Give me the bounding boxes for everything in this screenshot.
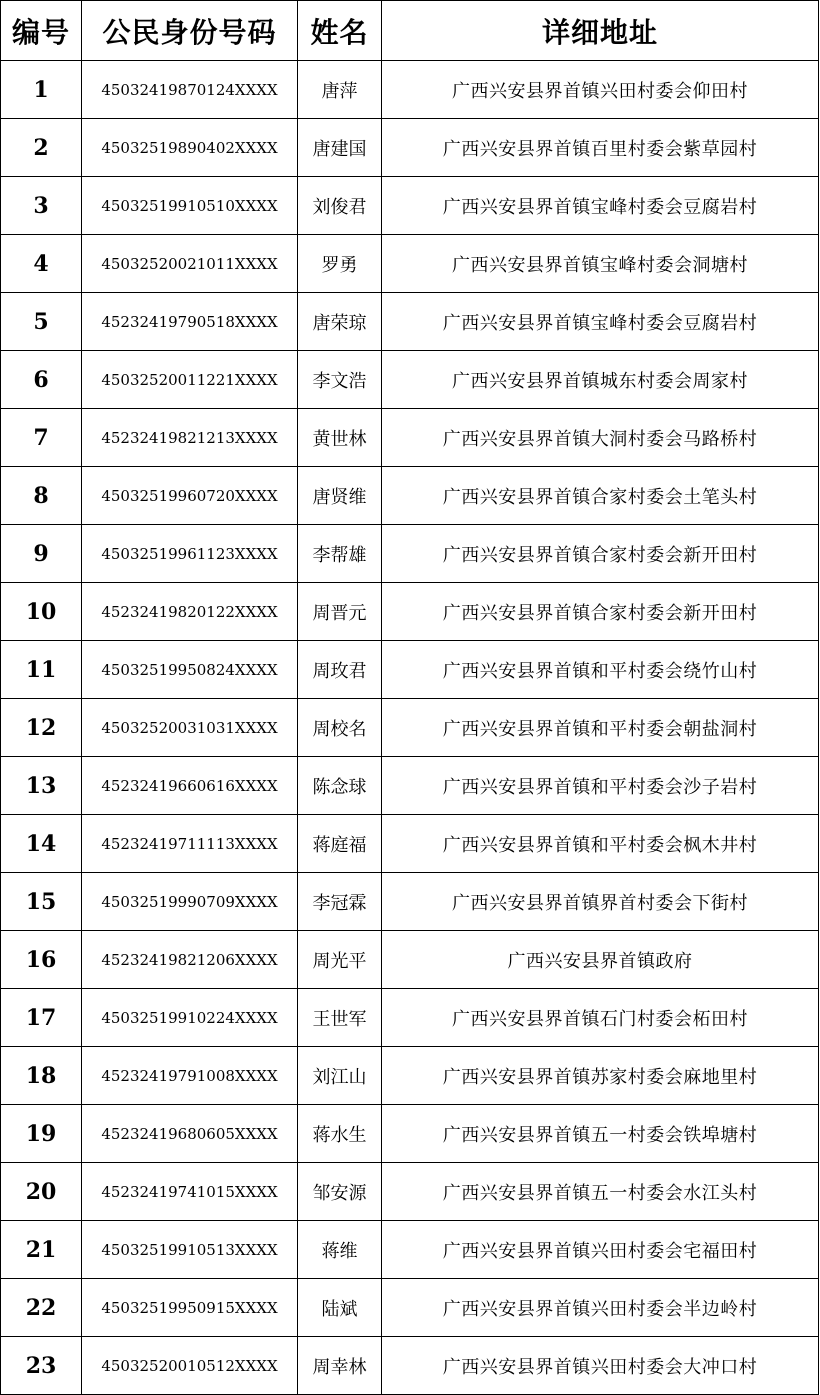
cell-id-number: 45032519990709XXXX — [82, 873, 298, 931]
cell-address: 广西兴安县界首镇合家村委会土笔头村 — [382, 467, 819, 525]
cell-name: 李冠霖 — [298, 873, 382, 931]
cell-name: 唐贤维 — [298, 467, 382, 525]
cell-name: 王世军 — [298, 989, 382, 1047]
cell-address: 广西兴安县界首镇和平村委会绕竹山村 — [382, 641, 819, 699]
cell-id-number: 45032519960720XXXX — [82, 467, 298, 525]
cell-name: 唐萍 — [298, 61, 382, 119]
table-row — [1, 467, 819, 525]
cell-number: 2 — [1, 119, 82, 177]
cell-address: 广西兴安县界首镇和平村委会朝盐洞村 — [382, 699, 819, 757]
table-row — [1, 815, 819, 873]
cell-number: 12 — [1, 699, 82, 757]
table-row — [1, 699, 819, 757]
cell-id-number: 45032519950824XXXX — [82, 641, 298, 699]
cell-address: 广西兴安县界首镇宝峰村委会洞塘村 — [382, 235, 819, 293]
cell-number: 20 — [1, 1163, 82, 1221]
cell-address: 广西兴安县界首镇百里村委会紫草园村 — [382, 119, 819, 177]
cell-address: 广西兴安县界首镇和平村委会沙子岩村 — [382, 757, 819, 815]
table-row — [1, 409, 819, 467]
cell-number: 10 — [1, 583, 82, 641]
cell-id-number: 45232419820122XXXX — [82, 583, 298, 641]
cell-id-number: 45032419870124XXXX — [82, 61, 298, 119]
table-row — [1, 641, 819, 699]
cell-number: 6 — [1, 351, 82, 409]
header-address: 详细地址 — [382, 1, 819, 61]
table-row — [1, 873, 819, 931]
cell-address: 广西兴安县界首镇兴田村委会宅福田村 — [382, 1221, 819, 1279]
cell-id-number: 45232419741015XXXX — [82, 1163, 298, 1221]
cell-name: 邹安源 — [298, 1163, 382, 1221]
cell-address: 广西兴安县界首镇和平村委会枫木井村 — [382, 815, 819, 873]
cell-number: 15 — [1, 873, 82, 931]
table-row — [1, 1221, 819, 1279]
cell-id-number: 45032520021011XXXX — [82, 235, 298, 293]
cell-address: 广西兴安县界首镇城东村委会周家村 — [382, 351, 819, 409]
cell-address: 广西兴安县界首镇五一村委会铁埠塘村 — [382, 1105, 819, 1163]
cell-name: 唐荣琼 — [298, 293, 382, 351]
cell-name: 李帮雄 — [298, 525, 382, 583]
table-row — [1, 1279, 819, 1337]
table-row — [1, 119, 819, 177]
cell-number: 13 — [1, 757, 82, 815]
cell-name: 陈念球 — [298, 757, 382, 815]
cell-number: 18 — [1, 1047, 82, 1105]
cell-address: 广西兴安县界首镇大洞村委会马路桥村 — [382, 409, 819, 467]
cell-address: 广西兴安县界首镇石门村委会柘田村 — [382, 989, 819, 1047]
cell-number: 4 — [1, 235, 82, 293]
table-row — [1, 1105, 819, 1163]
cell-address: 广西兴安县界首镇五一村委会水江头村 — [382, 1163, 819, 1221]
cell-name: 陆斌 — [298, 1279, 382, 1337]
cell-number: 14 — [1, 815, 82, 873]
cell-address: 广西兴安县界首镇兴田村委会仰田村 — [382, 61, 819, 119]
table-row — [1, 61, 819, 119]
cell-name: 蒋水生 — [298, 1105, 382, 1163]
cell-address: 广西兴安县界首镇苏家村委会麻地里村 — [382, 1047, 819, 1105]
cell-name: 蒋庭福 — [298, 815, 382, 873]
cell-number: 11 — [1, 641, 82, 699]
cell-address: 广西兴安县界首镇兴田村委会半边岭村 — [382, 1279, 819, 1337]
header-row — [1, 1, 819, 61]
table-row — [1, 293, 819, 351]
cell-id-number: 45232419680605XXXX — [82, 1105, 298, 1163]
cell-name: 周幸林 — [298, 1337, 382, 1395]
cell-id-number: 45232419790518XXXX — [82, 293, 298, 351]
table-header — [1, 1, 819, 61]
table-row — [1, 757, 819, 815]
cell-number: 16 — [1, 931, 82, 989]
cell-name: 黄世林 — [298, 409, 382, 467]
cell-id-number: 45032519961123XXXX — [82, 525, 298, 583]
header-name: 姓名 — [298, 1, 382, 61]
cell-name: 唐建国 — [298, 119, 382, 177]
table-body — [1, 61, 819, 1395]
table-row — [1, 525, 819, 583]
table-row — [1, 177, 819, 235]
cell-address: 广西兴安县界首镇宝峰村委会豆腐岩村 — [382, 177, 819, 235]
table-row — [1, 1337, 819, 1395]
cell-number: 1 — [1, 61, 82, 119]
cell-number: 19 — [1, 1105, 82, 1163]
cell-id-number: 45232419711113XXXX — [82, 815, 298, 873]
table-row — [1, 1047, 819, 1105]
cell-number: 5 — [1, 293, 82, 351]
cell-address: 广西兴安县界首镇政府 — [382, 931, 819, 989]
cell-name: 周校名 — [298, 699, 382, 757]
cell-id-number: 45032520031031XXXX — [82, 699, 298, 757]
cell-address: 广西兴安县界首镇合家村委会新开田村 — [382, 525, 819, 583]
cell-name: 周晋元 — [298, 583, 382, 641]
cell-number: 9 — [1, 525, 82, 583]
cell-number: 7 — [1, 409, 82, 467]
header-id-number: 公民身份号码 — [82, 1, 298, 61]
header-number: 编号 — [1, 1, 82, 61]
cell-id-number: 45032519890402XXXX — [82, 119, 298, 177]
cell-id-number: 45232419791008XXXX — [82, 1047, 298, 1105]
cell-number: 23 — [1, 1337, 82, 1395]
cell-name: 李文浩 — [298, 351, 382, 409]
cell-name: 蒋维 — [298, 1221, 382, 1279]
table-row — [1, 583, 819, 641]
table-row — [1, 351, 819, 409]
table-row — [1, 989, 819, 1047]
cell-address: 广西兴安县界首镇合家村委会新开田村 — [382, 583, 819, 641]
cell-number: 3 — [1, 177, 82, 235]
cell-id-number: 45032519910224XXXX — [82, 989, 298, 1047]
cell-id-number: 45032519910510XXXX — [82, 177, 298, 235]
cell-address: 广西兴安县界首镇宝峰村委会豆腐岩村 — [382, 293, 819, 351]
cell-number: 17 — [1, 989, 82, 1047]
cell-name: 刘俊君 — [298, 177, 382, 235]
cell-id-number: 45032520011221XXXX — [82, 351, 298, 409]
cell-number: 22 — [1, 1279, 82, 1337]
cell-name: 周玫君 — [298, 641, 382, 699]
cell-id-number: 45032520010512XXXX — [82, 1337, 298, 1395]
cell-number: 21 — [1, 1221, 82, 1279]
table-row — [1, 235, 819, 293]
cell-number: 8 — [1, 467, 82, 525]
cell-address: 广西兴安县界首镇界首村委会下街村 — [382, 873, 819, 931]
cell-id-number: 45232419660616XXXX — [82, 757, 298, 815]
cell-address: 广西兴安县界首镇兴田村委会大冲口村 — [382, 1337, 819, 1395]
cell-name: 周光平 — [298, 931, 382, 989]
cell-name: 刘江山 — [298, 1047, 382, 1105]
cell-id-number: 45032519910513XXXX — [82, 1221, 298, 1279]
cell-id-number: 45032519950915XXXX — [82, 1279, 298, 1337]
cell-id-number: 45232419821213XXXX — [82, 409, 298, 467]
cell-name: 罗勇 — [298, 235, 382, 293]
cell-id-number: 45232419821206XXXX — [82, 931, 298, 989]
table-row — [1, 931, 819, 989]
table-row — [1, 1163, 819, 1221]
